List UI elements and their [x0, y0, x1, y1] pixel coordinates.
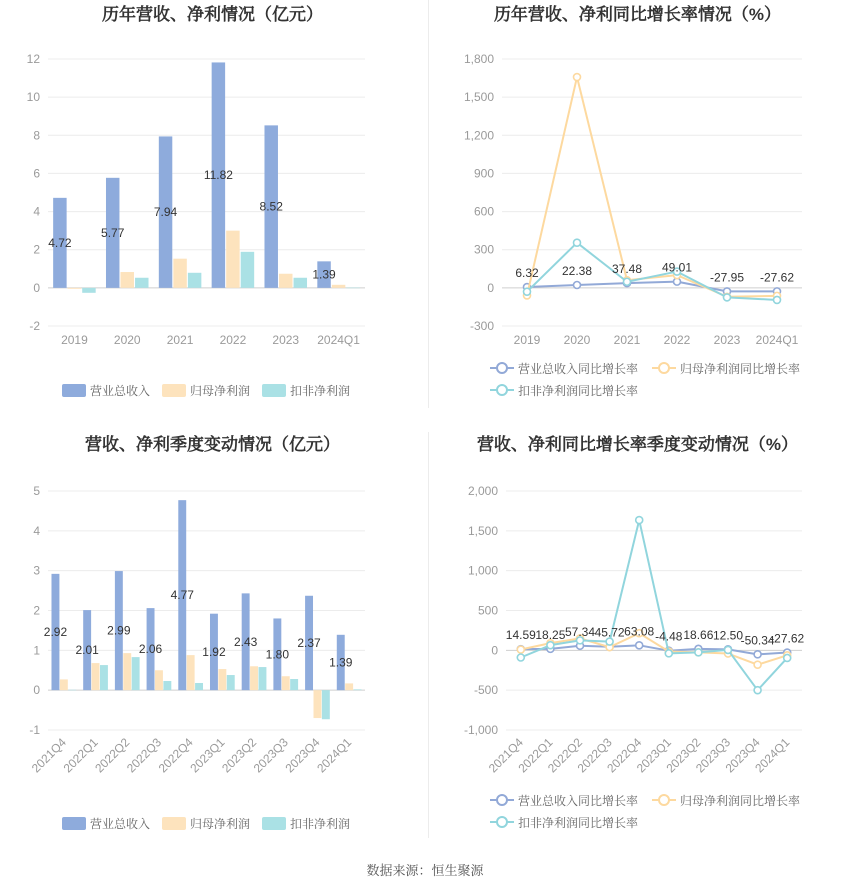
bar-parent-net-profit: [187, 655, 195, 690]
legend-label: 扣非净利润同比增长率: [518, 815, 639, 830]
point-revenue-growth: [754, 651, 761, 658]
y-tick-label: 0: [33, 683, 40, 698]
data-label: -4.48: [655, 629, 683, 644]
data-label: 22.38: [561, 264, 593, 279]
legend-swatch: [162, 817, 186, 830]
bar-parent-net-profit: [313, 690, 321, 718]
chart-title: 营收、净利同比增长率季度变动情况（%）: [476, 435, 799, 454]
legend-item-deducted-net-profit[interactable]: [262, 815, 362, 831]
bar-parent-net-profit: [123, 653, 131, 690]
bar-deducted-net-profit: [258, 667, 266, 690]
x-tick-label: 2023: [272, 333, 300, 347]
y-tick-label: 0: [487, 280, 494, 295]
legend-item-revenue-growth[interactable]: [490, 360, 652, 376]
data-label: 18.25: [535, 627, 566, 642]
point-deducted-net-profit-growth: [524, 288, 531, 295]
axes: [464, 52, 802, 347]
legend-label: 归母净利润同比增长率: [680, 793, 801, 808]
bar-parent-net-profit: [226, 231, 239, 288]
bar-deducted-net-profit: [322, 690, 330, 719]
plot-marks: [517, 517, 790, 694]
quarterly-growth-rate-panel: [425, 430, 850, 840]
legend-label: 扣非净利润: [290, 816, 351, 831]
data-source-note: 数据来源：恒生聚源: [366, 863, 484, 878]
point-deducted-net-profit-growth: [695, 649, 702, 656]
data-labels: [48, 168, 336, 281]
point-parent-net-profit-growth: [517, 646, 524, 653]
legend-item-revenue-growth[interactable]: [490, 792, 652, 808]
y-tick-label: 2: [33, 603, 40, 618]
quarterly-growth-rate-chart: [425, 430, 850, 840]
chart-title: 营收、净利季度变动情况（亿元）: [85, 435, 340, 454]
x-tick-label: 2023Q1: [633, 735, 674, 776]
point-parent-net-profit-growth: [754, 661, 761, 668]
chart-title: 历年营收、净利同比增长率情况（%）: [493, 5, 782, 24]
data-label: 49.01: [661, 260, 693, 275]
legend-item-deducted-net-profit-growth[interactable]: [490, 814, 652, 830]
bar-parent-net-profit: [68, 288, 81, 289]
data-label: 14.59: [505, 628, 536, 643]
y-tick-label: 6: [33, 166, 40, 181]
data-label: 6.32: [515, 266, 539, 281]
bar-deducted-net-profit: [241, 252, 254, 288]
legend-line-icon: [652, 793, 676, 807]
point-deducted-net-profit-growth: [517, 654, 524, 661]
y-tick-label: 2,000: [467, 484, 498, 498]
y-tick-label: 8: [33, 128, 40, 143]
point-deducted-net-profit-growth: [784, 654, 791, 661]
point-deducted-net-profit-growth: [574, 239, 581, 246]
legend-swatch: [62, 817, 86, 830]
legend-line-icon: [490, 361, 514, 375]
y-tick-label: 5: [33, 484, 40, 498]
legend-label: 归母净利润: [190, 816, 251, 831]
legend-item-parent-net-profit-growth[interactable]: [652, 792, 814, 808]
bar-parent-net-profit: [345, 683, 353, 690]
x-tick-label: 2022Q2: [545, 735, 586, 776]
panel-divider: [428, 432, 429, 838]
legend-label: 扣非净利润: [290, 383, 351, 398]
legend-line-icon: [490, 815, 514, 829]
data-label: 5.77: [101, 225, 125, 240]
point-deducted-net-profit-growth: [636, 517, 643, 524]
quarterly-revenue-profit-chart: [0, 430, 425, 840]
data-label: 1.92: [202, 644, 226, 659]
y-tick-label: 4: [33, 523, 40, 538]
annual-revenue-profit-chart: [0, 0, 425, 410]
legend-item-revenue[interactable]: [62, 815, 162, 831]
bar-deducted-net-profit: [68, 690, 76, 691]
legend-label: 营业总收入同比增长率: [518, 361, 639, 376]
data-label: 11.82: [203, 168, 233, 183]
data-label: 1.39: [312, 267, 336, 282]
point-deducted-net-profit-growth: [725, 646, 732, 653]
x-tick-label: 2023Q3: [250, 735, 291, 776]
legend-line-icon: [652, 361, 676, 375]
y-tick-label: 1,800: [463, 52, 494, 66]
x-tick-label: 2024Q1: [317, 333, 360, 347]
data-label: 2.37: [297, 635, 321, 650]
y-tick-label: 600: [473, 204, 494, 219]
legend: [490, 360, 820, 404]
x-tick-label: 2021: [166, 333, 194, 347]
x-tick-label: 2021: [613, 333, 641, 347]
x-tick-label: 2023Q2: [219, 735, 260, 776]
legend-swatch: [262, 817, 286, 830]
bar-parent-net-profit: [92, 663, 100, 690]
y-tick-label: 1,500: [463, 90, 494, 105]
legend-swatch: [62, 384, 86, 397]
x-tick-label: 2019: [61, 333, 88, 347]
legend-swatch: [262, 384, 286, 397]
data-label: 4.77: [170, 588, 194, 603]
data-label: -27.62: [759, 270, 795, 285]
bar-deducted-net-profit: [135, 278, 148, 288]
bar-deducted-net-profit: [100, 665, 108, 690]
x-tick-label: 2021Q4: [28, 735, 69, 776]
point-deducted-net-profit-growth: [774, 296, 781, 303]
bar-parent-net-profit: [173, 259, 186, 288]
bar-parent-net-profit: [282, 676, 290, 690]
legend-item-revenue[interactable]: [62, 382, 162, 398]
y-tick-label: 500: [477, 603, 498, 618]
data-label: 12.50: [712, 628, 744, 643]
legend-label: 扣非净利润同比增长率: [518, 383, 639, 398]
legend-item-deducted-net-profit[interactable]: [262, 382, 362, 398]
x-tick-label: 2024Q1: [314, 735, 355, 776]
legend-label: 归母净利润同比增长率: [680, 361, 801, 376]
x-tick-label: 2023Q1: [187, 735, 228, 776]
legend: [62, 382, 362, 398]
x-tick-label: 2022Q1: [515, 735, 556, 776]
legend-item-parent-net-profit-growth[interactable]: [652, 360, 814, 376]
bar-deducted-net-profit: [195, 683, 203, 690]
x-tick-label: 2023Q4: [282, 735, 323, 776]
bar-parent-net-profit: [279, 274, 292, 288]
y-tick-label: -2: [29, 319, 40, 333]
legend-label: 营业总收入同比增长率: [518, 793, 639, 808]
x-tick-label: 2021Q4: [485, 735, 526, 776]
x-tick-label: 2023: [713, 333, 741, 347]
data-label: 2.06: [138, 642, 163, 657]
legend-label: 营业总收入: [90, 816, 151, 831]
data-label: -27.95: [709, 270, 745, 285]
point-parent-net-profit-growth: [574, 74, 581, 81]
data-label: 2.99: [107, 623, 131, 638]
y-tick-label: 4: [33, 204, 40, 219]
y-tick-label: -1,000: [463, 723, 498, 737]
x-tick-label: 2022: [219, 333, 247, 347]
legend-swatch: [162, 384, 186, 397]
data-label: 8.52: [259, 199, 283, 214]
point-revenue-growth: [574, 282, 581, 289]
annual-revenue-profit-panel: [0, 0, 425, 410]
legend-item-deducted-net-profit-growth[interactable]: [490, 382, 652, 398]
bar-deducted-net-profit: [82, 288, 95, 293]
axes: [29, 484, 365, 775]
y-tick-label: 0: [491, 643, 498, 658]
point-deducted-net-profit-growth: [754, 687, 761, 694]
bar-deducted-net-profit: [188, 273, 201, 288]
legend-label: 营业总收入: [90, 383, 151, 398]
panel-divider: [428, 0, 429, 408]
point-revenue-growth: [636, 642, 643, 649]
point-deducted-net-profit-growth: [547, 642, 554, 649]
bar-deducted-net-profit: [163, 681, 171, 690]
data-label: 18.66: [683, 627, 714, 642]
y-tick-label: 2: [33, 242, 40, 257]
plot-marks: [51, 500, 361, 719]
x-tick-label: 2020: [113, 333, 141, 347]
data-label: 63.08: [624, 624, 655, 639]
line-deducted-net-profit-growth: [521, 520, 787, 690]
legend-line-icon: [490, 793, 514, 807]
annual-growth-rate-panel: [425, 0, 850, 410]
data-label: 2.01: [75, 643, 99, 658]
bar-deducted-net-profit: [346, 288, 359, 289]
point-deducted-net-profit-growth: [665, 650, 672, 657]
data-labels: [515, 261, 794, 285]
x-tick-label: 2022Q4: [155, 735, 196, 776]
x-tick-label: 2020: [563, 333, 591, 347]
legend-label: 归母净利润: [190, 383, 251, 398]
y-tick-label: 300: [473, 242, 494, 257]
y-tick-label: 1,000: [467, 563, 498, 578]
x-tick-label: 2022Q3: [574, 735, 615, 776]
bar-parent-net-profit: [121, 272, 134, 288]
quarterly-revenue-profit-panel: [0, 430, 425, 840]
data-label: 57.34: [564, 624, 596, 639]
legend: [490, 792, 820, 836]
data-label: 1.39: [329, 655, 353, 670]
y-tick-label: 12: [26, 52, 40, 66]
y-tick-label: 1,500: [467, 523, 498, 538]
y-tick-label: 1: [33, 643, 40, 658]
bar-deducted-net-profit: [132, 657, 140, 690]
data-label: 7.94: [153, 205, 178, 220]
bar-deducted-net-profit: [354, 689, 362, 690]
data-label: -50.34: [740, 633, 775, 648]
data-label: 37.48: [611, 262, 643, 277]
x-tick-label: 2022Q1: [60, 735, 101, 776]
x-tick-label: 2023Q4: [722, 735, 763, 776]
legend-item-parent-net-profit[interactable]: [162, 815, 262, 831]
point-deducted-net-profit-growth: [624, 278, 631, 285]
axes: [27, 52, 365, 347]
annual-growth-rate-chart: [425, 0, 850, 410]
legend-line-icon: [490, 383, 514, 397]
y-tick-label: 10: [26, 90, 40, 105]
x-tick-label: 2023Q3: [693, 735, 734, 776]
x-tick-label: 2024Q1: [752, 735, 793, 776]
y-tick-label: -500: [473, 683, 498, 698]
data-label: -27.62: [770, 631, 805, 646]
x-tick-label: 2022: [663, 333, 691, 347]
x-tick-label: 2022Q3: [123, 735, 165, 776]
y-tick-label: -300: [469, 319, 494, 333]
bar-parent-net-profit: [332, 285, 345, 288]
y-tick-label: -1: [29, 723, 40, 737]
bar-deducted-net-profit: [227, 675, 235, 690]
x-tick-label: 2019: [513, 333, 541, 347]
data-label: 45.72: [594, 625, 625, 640]
x-tick-label: 2022Q4: [604, 735, 645, 776]
x-tick-label: 2023Q2: [663, 735, 704, 776]
bar-parent-net-profit: [250, 666, 258, 690]
bar-deducted-net-profit: [294, 278, 307, 288]
data-label: 1.80: [265, 647, 290, 662]
bar-parent-net-profit: [60, 679, 68, 690]
bar-parent-net-profit: [155, 670, 163, 690]
y-tick-label: 900: [473, 166, 494, 181]
bar-parent-net-profit: [218, 669, 226, 690]
data-label: 2.43: [233, 634, 258, 649]
y-tick-label: 1,200: [463, 128, 494, 143]
x-tick-label: 2024Q1: [755, 333, 799, 347]
x-tick-label: 2022Q2: [92, 735, 133, 776]
data-label: 2.92: [43, 625, 68, 640]
y-tick-label: 0: [33, 280, 40, 295]
data-label: 4.72: [48, 235, 72, 250]
point-deducted-net-profit-growth: [724, 294, 731, 301]
bar-deducted-net-profit: [290, 679, 298, 690]
chart-title: 历年营收、净利情况（亿元）: [102, 5, 323, 24]
y-tick-label: 3: [33, 563, 40, 578]
legend-item-parent-net-profit[interactable]: [162, 382, 262, 398]
legend: [62, 815, 362, 831]
